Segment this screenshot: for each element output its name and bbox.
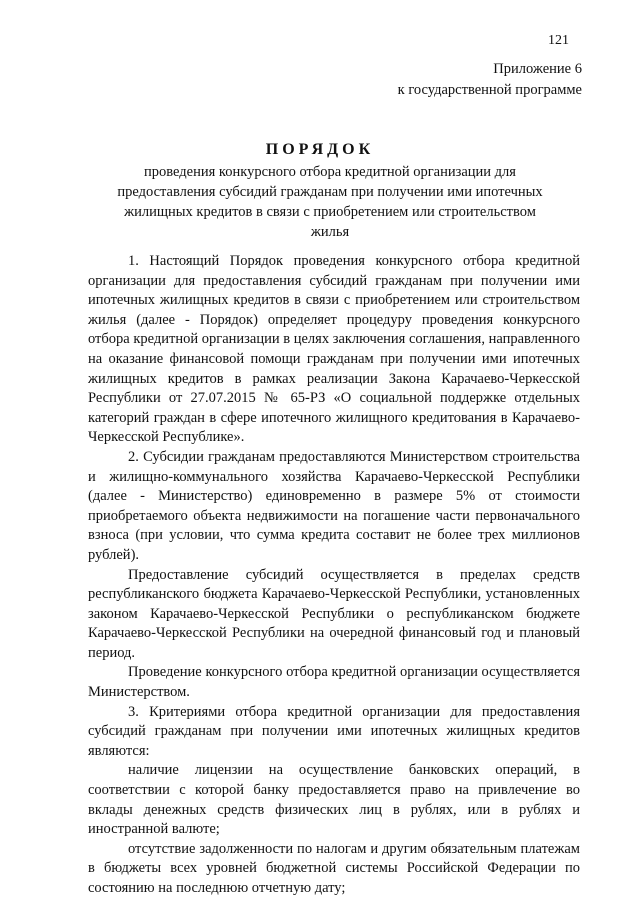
document-body: [88, 252, 580, 899]
paragraph: наличие лицензии на осуществление банковских операций, в соответствии с которой банку предоставляется право на привлечение во вклады денежных средств физических лиц в рублях, или в рублях и иностранной валюте;: [88, 762, 580, 838]
appendix-line-1: Приложение 6: [493, 61, 582, 77]
document-subtitle: проведения конкурсного отбора кредитной организации для предоставления субсидий гражданам при получении ими ипотечных жилищных кредитов в связи с приобретением или строительством жилья: [117, 164, 543, 240]
page-number: 121: [548, 33, 569, 48]
paragraph: 2. Субсидии гражданам предоставляются Министерством строительства и жилищно-коммунального хозяйства Карачаево-Черкесской Республики (далее - Министерство) единовременно в размере 5% от стоимости приобретаемого объекта недвижимости на погашение части первоначального взноса (при условии, что сумма кредита составит не более трех миллионов рублей).: [88, 448, 580, 563]
paragraph: Предоставление субсидий осуществляется в пределах средств республиканского бюджета Карачаево-Черкесской Республики, установленных законом Карачаево-Черкесской Республики о республиканском бюджете Карачаево-Черкесской Республики на очередной финансовый год и плановый период.: [88, 566, 580, 661]
paragraph: 3. Критериями отбора кредитной организации для предоставления субсидий гражданам при получении ими ипотечных жилищных кредитов являются:: [88, 703, 580, 759]
appendix-header: [398, 59, 582, 101]
paragraph: отсутствие задолженности по налогам и другим обязательным платежам в бюджеты всех уровней бюджетной системы Российской Федерации по состоянию на последнюю отчетную дату;: [88, 840, 580, 896]
document-title: ПОРЯДОК: [265, 141, 375, 158]
paragraph: 1. Настоящий Порядок проведения конкурсного отбора кредитной организации для предоставления субсидий гражданам при получении ими ипотечных жилищных кредитов в связи с приобретением или строительством жилья (далее - Порядок) определяет процедуру проведения конкурсного отбора кредитной организации в целях заключения соглашения, направленного на оказание финансовой помощи гражданам при получении ими ипотечных жилищных кредитов в рамках реализации Закона Карачаево-Черкесской Республики от 27.07.2015 № 65-РЗ «О социальной поддержке отдельных категорий граждан в сфере ипотечного жилищного кредитования в Карачаево-Черкесской Республике».: [88, 253, 580, 446]
paragraph: Проведение конкурсного отбора кредитной организации осуществляется Министерством.: [88, 664, 580, 701]
appendix-line-2: к государственной программе: [397, 82, 582, 98]
